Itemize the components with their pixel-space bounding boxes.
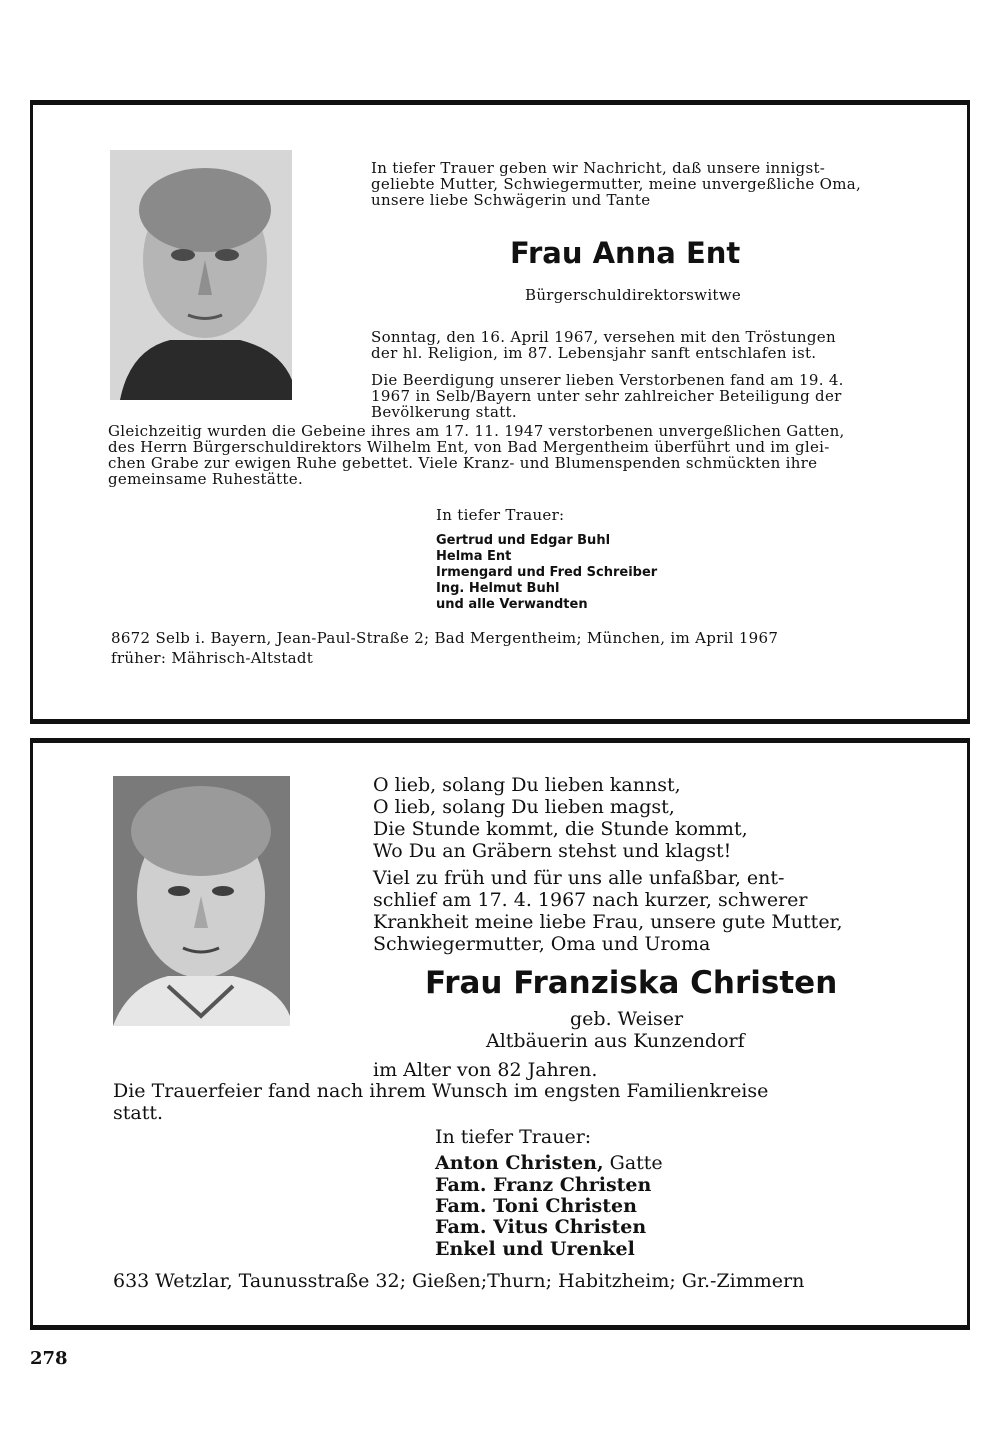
page-number: 278	[30, 1348, 68, 1369]
mourners-label: In tiefer Trauer:	[435, 1126, 592, 1148]
mourner-4: Fam. Vitus Christen	[435, 1216, 647, 1238]
poem-line-1: O lieb, solang Du lieben kannst,	[373, 774, 681, 796]
announcement-line-2: schlief am 17. 4. 1967 nach kurzer, schwerer	[373, 889, 808, 911]
reburial-line-2: des Herrn Bürgerschuldirektors Wilhelm Ent, von Bad Mergentheim überführt und im glei-	[108, 438, 830, 456]
mourner-5: Enkel und Urenkel	[435, 1238, 635, 1260]
poem-line-4: Wo Du an Gräbern stehst und klagst!	[373, 840, 732, 862]
reburial-line-1: Gleichzeitig wurden die Gebeine ihres am 17. 11. 1947 verstorbenen unvergeßlichen Gatten,	[108, 422, 845, 440]
address-line: 8672 Selb i. Bayern, Jean-Paul-Straße 2; Bad Mergentheim; München, im April 1967	[111, 629, 779, 647]
obituary-franziska-christen	[30, 738, 970, 1330]
funeral-line-1: Die Trauerfeier fand nach ihrem Wunsch im engsten Familienkreise	[113, 1080, 769, 1102]
origin-line: Altbäuerin aus Kunzendorf	[486, 1030, 745, 1052]
mourner-3: Fam. Toni Christen	[435, 1195, 637, 1217]
reburial-line-4: gemeinsame Ruhestätte.	[108, 470, 304, 488]
mourner-1	[435, 1152, 663, 1174]
bottom-rule	[33, 719, 967, 724]
top-rule	[33, 738, 967, 743]
death-line-1: Sonntag, den 16. April 1967, versehen mit den Tröstungen	[371, 328, 836, 346]
mourner-5: und alle Verwandten	[436, 597, 588, 612]
mourner-2: Helma Ent	[436, 549, 512, 564]
funeral-line-2: statt.	[113, 1102, 164, 1124]
burial-line-1: Die Beerdigung unserer lieben Verstorbenen fand am 19. 4.	[371, 371, 844, 389]
mourner-2: Fam. Franz Christen	[435, 1174, 652, 1196]
intro-line-1: In tiefer Trauer geben wir Nachricht, daß unsere innigst-	[371, 159, 826, 177]
mourner-4: Ing. Helmut Buhl	[436, 581, 560, 596]
poem-line-3: Die Stunde kommt, die Stunde kommt,	[373, 818, 748, 840]
burial-line-3: Bevölkerung statt.	[371, 403, 517, 421]
age-line: im Alter von 82 Jahren.	[373, 1059, 598, 1081]
portrait-photo-anna-ent	[110, 150, 292, 400]
announcement-line-3: Krankheit meine liebe Frau, unsere gute Mutter,	[373, 911, 843, 933]
deceased-name: Frau Franziska Christen	[425, 965, 838, 1001]
deceased-name: Frau Anna Ent	[510, 236, 741, 270]
burial-line-2: 1967 in Selb/Bayern unter sehr zahlreicher Beteiligung der	[371, 387, 842, 405]
announcement-line-4: Schwiegermutter, Oma und Uroma	[373, 933, 711, 955]
mourners-label: In tiefer Trauer:	[436, 506, 565, 524]
portrait-photo-franziska-christen	[113, 776, 290, 1026]
address-line: 633 Wetzlar, Taunusstraße 32; Gießen;Thurn; Habitzheim; Gr.-Zimmern	[113, 1270, 805, 1292]
deceased-title: Bürgerschuldirektorswitwe	[525, 286, 742, 304]
obituary-anna-ent	[30, 100, 970, 724]
bottom-rule	[33, 1325, 967, 1330]
reburial-line-3: chen Grabe zur ewigen Ruhe gebettet. Viele Kranz- und Blumenspenden schmückten ihre	[108, 454, 818, 472]
mourner-1-role: Gatte	[609, 1152, 663, 1174]
mourner-3: Irmengard und Fred Schreiber	[436, 565, 658, 580]
top-rule	[33, 100, 967, 105]
maiden-name: geb. Weiser	[570, 1008, 684, 1030]
mourner-1: Gertrud und Edgar Buhl	[436, 533, 611, 548]
intro-line-3: unsere liebe Schwägerin und Tante	[371, 191, 651, 209]
intro-line-2: geliebte Mutter, Schwiegermutter, meine unvergeßliche Oma,	[371, 175, 862, 193]
mourner-1-name: Anton Christen,	[435, 1152, 604, 1174]
death-line-2: der hl. Religion, im 87. Lebensjahr sanft entschlafen ist.	[371, 344, 817, 362]
poem-line-2: O lieb, solang Du lieben magst,	[373, 796, 675, 818]
former-address-line: früher: Mährisch-Altstadt	[111, 649, 314, 667]
announcement-line-1: Viel zu früh und für uns alle unfaßbar, ent-	[373, 867, 785, 889]
